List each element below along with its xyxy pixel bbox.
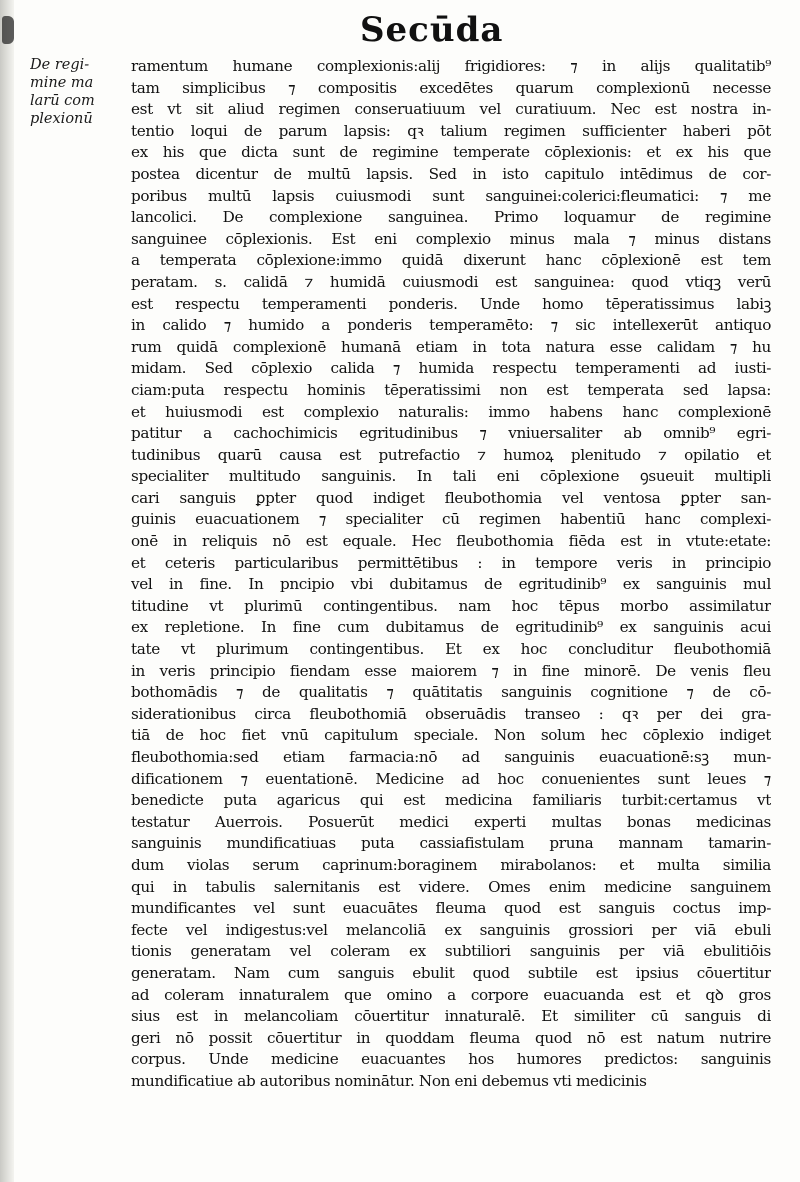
- running-head: Secūda: [360, 10, 504, 50]
- text-line: corpus. Unde medicine euacuantes hos humores predictos: sanguinis: [131, 1050, 771, 1069]
- marginal-note: [30, 56, 122, 128]
- text-line: poribus multū lapsis cuiusmodi sunt sanguinei:colerici:fleumatici: ⁊ me: [131, 186, 771, 205]
- text-line: mundificatiue ab autoribus nominātur. Non eni debemus vti medicinis: [131, 1071, 647, 1090]
- text-line: guinis euacuationem ⁊ specialiter cū regimen habentiū hanc complexi-: [131, 510, 771, 529]
- text-line: sanguinis mundificatiuas puta cassiafistulam pruna mannam tamarin-: [131, 834, 771, 853]
- text-line: ad coleram innaturalem que omino a corpore euacuanda est et qꝺ gros: [131, 985, 771, 1004]
- text-line: specialiter multitudo sanguinis. In tali eni cōplexione ꝯsueuit multipli: [131, 467, 771, 486]
- text-line: tam simplicibus ⁊ compositis excedētes quarum complexionū necesse: [131, 78, 771, 97]
- text-line: ex repletione. In fine cum dubitamus de egritudinib⁹ ex sanguinis acui: [131, 618, 771, 637]
- text-line: in veris principio fiendam esse maiorem ⁊ in fine minorē. De venis fleu: [131, 661, 771, 680]
- text-line: et ceteris particularibus permittētibus : in tempore veris in principio: [131, 553, 771, 572]
- text-line: sius est in melancoliam cōuertitur innaturalē. Et similiter cū sanguis di: [131, 1007, 771, 1026]
- text-line: lancolici. De complexione sanguinea. Primo loquamur de regimine: [131, 208, 771, 227]
- text-line: est respectu temperamenti ponderis. Unde homo tēperatissimus labiꝫ: [131, 294, 771, 313]
- text-line: est vt sit aliud regimen conseruatiuum vel curatiuum. Nec est nostra in-: [131, 100, 771, 119]
- text-line: fecte vel indigestus:vel melancoliā ex sanguinis grossiori per viā ebuli: [131, 920, 771, 939]
- text-line: in calido ⁊ humido a ponderis temperamēto: ⁊ sic intellexerūt antiquo: [131, 316, 771, 335]
- text-line: patitur a cachochimicis egritudinibus ⁊ vniuersaliter ab omnib⁹ egri-: [131, 424, 771, 443]
- text-line: et huiusmodi est complexio naturalis: immo habens hanc complexionē: [131, 402, 771, 421]
- text-line: qui in tabulis salernitanis est videre. Omes enim medicine sanguinem: [131, 877, 771, 896]
- text-line: peratam. s. calidā ⁊ humidā cuiusmodi est sanguinea: quod vtiqꝫ verū: [131, 272, 771, 291]
- text-line: geri nō possit cōuertitur in quoddam fleuma quod nō est natum nutrire: [131, 1028, 771, 1047]
- marginal-note-line: De regi-: [30, 57, 90, 73]
- text-line: dum violas serum caprinum:boraginem mirabolanos: et multa similia: [131, 855, 771, 874]
- text-line: postea dicentur de multū lapsis. Sed in isto capitulo intēdimus de cor-: [131, 164, 771, 183]
- text-line: sanguinee cōplexionis. Est eni complexio minus mala ⁊ minus distans: [131, 229, 771, 248]
- text-line: fleubothomia:sed etiam farmacia:nō ad sanguinis euacuationē:sꝫ mun-: [131, 748, 771, 766]
- text-line: tionis generatam vel coleram ex subtiliori sanguinis per viā ebulitiōis: [131, 942, 771, 961]
- text-line: titudine vt plurimū contingentibus. nam hoc tēpus morbo assimilatur: [131, 596, 771, 615]
- text-line: dificationem ⁊ euentationē. Medicine ad hoc conuenientes sunt leues ⁊: [131, 769, 771, 788]
- text-line: benedicte puta agaricus qui est medicina familiaris turbit:certamus vt: [131, 791, 771, 810]
- text-line: testatur Auerrois. Posuerūt medici experti multas bonas medicinas: [131, 812, 771, 831]
- text-line: generatam. Nam cum sanguis ebulit quod subtile est ipsius cōuertitur: [131, 963, 771, 982]
- binding-gutter-shadow: [0, 0, 14, 1182]
- text-line: a temperata cōplexione:immo quidā dixerunt hanc cōplexionē est tem: [131, 251, 771, 270]
- page-edge-mark: [2, 16, 14, 44]
- main-text-column: [131, 56, 771, 1093]
- text-line: tate vt plurimum contingentibus. Et ex hoc concluditur fleubothomiā: [131, 640, 771, 659]
- text-line: cari sanguis ꝑpter quod indiget fleubothomia vel ventosa ꝑpter san-: [131, 488, 771, 507]
- marginal-note-line: plexionū: [30, 111, 93, 127]
- text-line: bothomādis ⁊ de qualitatis ⁊ quātitatis sanguinis cognitione ⁊ de cō-: [131, 683, 771, 702]
- text-line: midam. Sed cōplexio calida ⁊ humida respectu temperamenti ad iusti-: [131, 359, 771, 378]
- text-line: rum quidā complexionē humanā etiam in tota natura esse calidam ⁊ hu: [131, 337, 771, 356]
- text-line: mundificantes vel sunt euacuātes fleuma quod est sanguis coctus imp-: [131, 899, 771, 918]
- text-line: tentio loqui de parum lapsis: qꝛ talium regimen sufficienter haberi pōt: [131, 121, 771, 140]
- text-line: onē in reliquis nō est equale. Hec fleubothomia fiēda est in vtute:etate:: [131, 532, 771, 551]
- text-line: siderationibus circa fleubothomiā obseruādis transeo : qꝛ per dei gra-: [131, 704, 771, 723]
- text-line: vel in fine. In pncipio vbi dubitamus de egritudinib⁹ ex sanguinis mul: [131, 575, 771, 594]
- text-line: ramentum humane complexionis:alij frigidiores: ⁊ in alijs qualitatib⁹: [131, 57, 771, 75]
- text-line: ciam:puta respectu hominis tēperatissimi non est temperata sed lapsa:: [131, 380, 771, 399]
- marginal-note-line: mine ma: [30, 75, 94, 91]
- text-line: tiā de hoc fiet vnū capitulum speciale. Non solum hec cōplexio indiget: [131, 726, 771, 745]
- marginal-note-line: larū com: [30, 93, 95, 109]
- text-line: ex his que dicta sunt de regimine temperate cōplexionis: et ex his que: [131, 143, 771, 162]
- text-line: tudinibus quarū causa est putrefactio ⁊ humoꝝ plenitudo ⁊ opilatio et: [131, 445, 771, 464]
